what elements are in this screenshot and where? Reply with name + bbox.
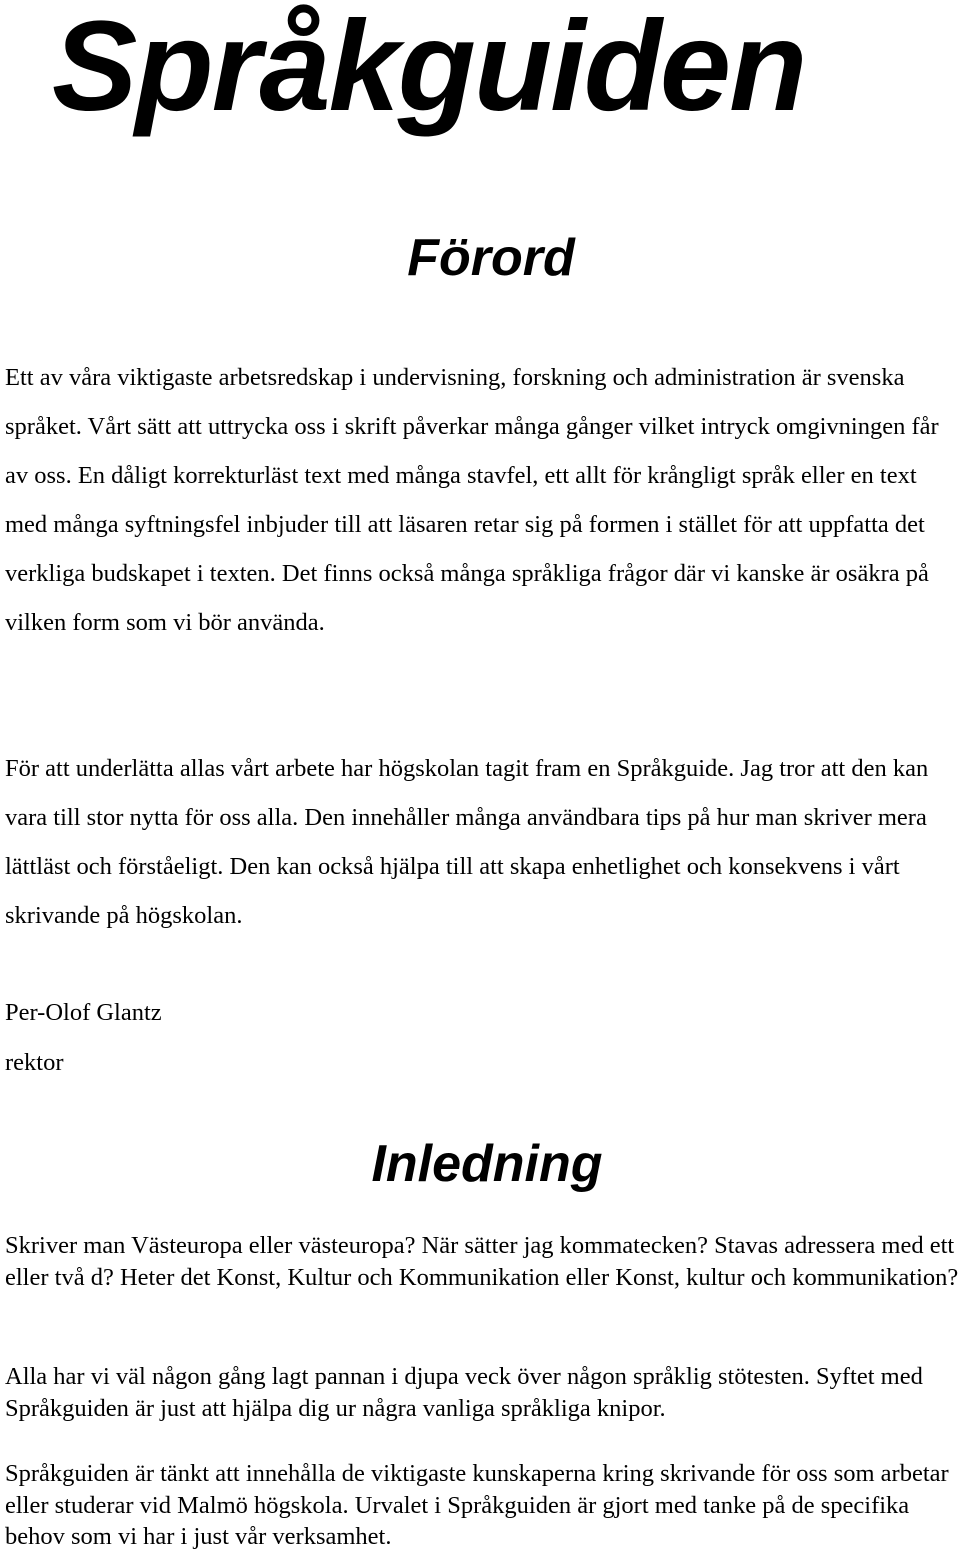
inledning-heading: Inledning [371, 1135, 603, 1193]
signature-name: Per-Olof Glantz [5, 999, 162, 1026]
forord-paragraph-1: Ett av våra viktigaste arbetsredskap i undervisning, forskning och administration är svenska språket. Vårt sätt att uttrycka oss i skrift påverkar många gånger vilket intryck omgivningen får av oss. En dåligt korrekturläst text med många stavfel, ett allt för krångligt språk eller en text med många syftningsfel inbjuder till att läsaren retar sig på formen i stället för att uppfatta det verkliga budskapet i texten. Det finns också många språkliga frågor där vi kanske är osäkra på vilken form som vi bör använda. [5, 364, 939, 636]
document-title: Språkguiden [52, 0, 806, 138]
inledning-paragraph-2: Alla har vi väl någon gång lagt pannan i djupa veck över någon språklig stötesten. Syftet med Språkguiden är just att hjälpa dig ur några vanliga språkliga knipor. [5, 1363, 923, 1422]
inledning-paragraph-3: Språkguiden är tänkt att innehålla de viktigaste kunskaperna kring skrivande för oss som arbetar eller studerar vid Malmö högskola. Urvalet i Språkguiden är gjort med tanke på de specifika behov som vi har i just vår verksamhet. [5, 1460, 949, 1550]
inledning-paragraph-1: Skriver man Västeuropa eller västeuropa? När sätter jag kommatecken? Stavas adressera med ett eller två d? Heter det Konst, Kultur och Kommunikation eller Konst, kultur och kommunikation? [5, 1232, 959, 1291]
forord-paragraph-2: För att underlätta allas vårt arbete har högskolan tagit fram en Språkguide. Jag tror att den kan vara till stor nytta för oss alla. Den innehåller många användbara tips på hur man skriver mera lättläst och förståeligt. Den kan också hjälpa till att skapa enhetlighet och konsekvens i vårt skrivande på högskolan. [5, 755, 929, 929]
forord-heading: Förord [407, 229, 575, 287]
signature-role: rektor [5, 1049, 64, 1076]
